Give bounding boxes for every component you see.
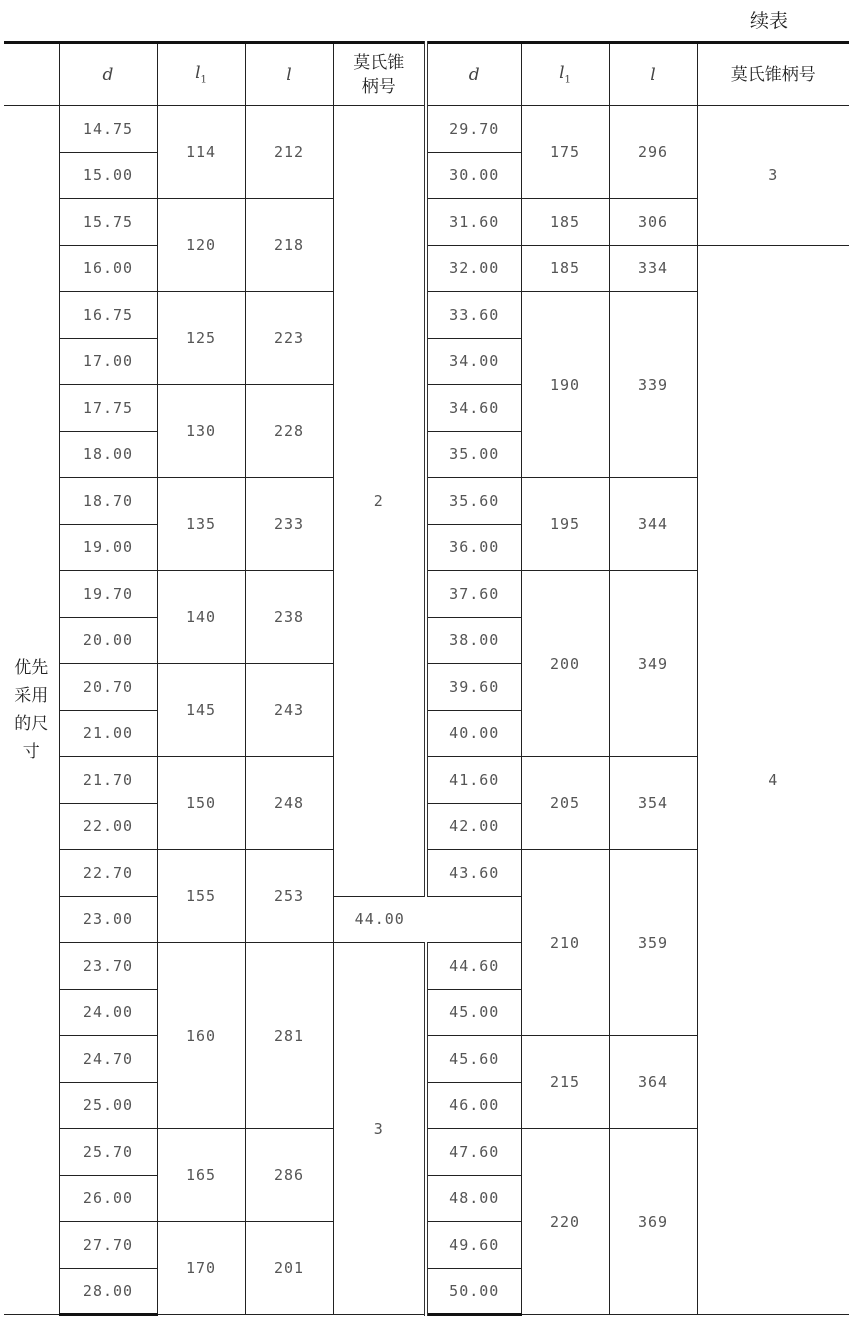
cell-l: 334: [609, 245, 697, 292]
header-l1-right: [521, 43, 609, 106]
cell-d: 45.60: [426, 1036, 521, 1083]
cell-l1: 205: [521, 757, 609, 850]
cell-l: 364: [609, 1036, 697, 1129]
cell-l: 369: [609, 1129, 697, 1315]
cell-d: 21.00: [59, 710, 157, 757]
cell-d: 42.00: [426, 803, 521, 850]
cell-l: 223: [245, 292, 333, 385]
cell-d: 40.00: [426, 710, 521, 757]
cell-l: 354: [609, 757, 697, 850]
cell-d: 35.60: [426, 478, 521, 525]
header-d-right: d: [426, 43, 521, 106]
cell-d: 48.00: [426, 1175, 521, 1222]
cell-d: 33.60: [426, 292, 521, 339]
cell-l1: 125: [157, 292, 245, 385]
cell-l1: 220: [521, 1129, 609, 1315]
cell-d: 24.00: [59, 989, 157, 1036]
header-blank: [4, 43, 59, 106]
cell-l: 296: [609, 106, 697, 199]
cell-d: 35.00: [426, 431, 521, 478]
header-taper-left: [333, 43, 426, 106]
cell-l1: 215: [521, 1036, 609, 1129]
cell-l1: 140: [157, 571, 245, 664]
cell-d: 17.00: [59, 338, 157, 385]
cell-d: 27.70: [59, 1222, 157, 1269]
cell-d: 38.00: [426, 617, 521, 664]
cell-taper: 4: [697, 245, 849, 1315]
table-row: [4, 245, 849, 292]
cell-l1: 185: [521, 245, 609, 292]
header-taper-left-line1: 莫氏锥: [353, 52, 405, 73]
cell-d: 47.60: [426, 1129, 521, 1176]
cell-d: 22.70: [59, 850, 157, 897]
cell-l1: 135: [157, 478, 245, 571]
cell-d: 30.00: [426, 152, 521, 199]
cell-d: 49.60: [426, 1222, 521, 1269]
cell-d: 17.75: [59, 385, 157, 432]
cell-d: 45.00: [426, 989, 521, 1036]
cell-d: 31.60: [426, 199, 521, 246]
cell-d: 23.70: [59, 943, 157, 990]
cell-d: 50.00: [426, 1268, 521, 1315]
cell-l1: 130: [157, 385, 245, 478]
header-l-left: l: [245, 43, 333, 106]
cell-l1: 195: [521, 478, 609, 571]
side-label-line: 采用: [14, 686, 49, 706]
table-row: [4, 106, 849, 153]
cell-l: 281: [245, 943, 333, 1129]
cell-d: 14.75: [59, 106, 157, 153]
cell-d: 20.70: [59, 664, 157, 711]
header-l1-base: l: [559, 63, 565, 84]
cell-l1: 200: [521, 571, 609, 757]
header-l1-sub: 1: [564, 74, 571, 86]
cell-d: 44.60: [426, 943, 521, 990]
cell-d: 18.00: [59, 431, 157, 478]
cell-taper: 3: [697, 106, 849, 246]
drill-dimension-table: [4, 41, 849, 1316]
cell-l: 344: [609, 478, 697, 571]
header-taper-left-line2: 柄号: [361, 76, 396, 97]
cell-l1: 150: [157, 757, 245, 850]
header-d-left: d: [59, 43, 157, 106]
cell-d: 15.00: [59, 152, 157, 199]
cell-l: 248: [245, 757, 333, 850]
cell-d: 16.75: [59, 292, 157, 339]
cell-l: 218: [245, 199, 333, 292]
cell-l: 339: [609, 292, 697, 478]
cell-d: 18.70: [59, 478, 157, 525]
cell-l1: 170: [157, 1222, 245, 1315]
cell-l1: 120: [157, 199, 245, 292]
cell-d: 28.00: [59, 1268, 157, 1315]
cell-d: 29.70: [426, 106, 521, 153]
header-taper-right: 莫氏锥柄号: [697, 43, 849, 106]
cell-taper: 2: [333, 106, 426, 897]
cell-l: 201: [245, 1222, 333, 1315]
cell-l: 228: [245, 385, 333, 478]
cell-d: 22.00: [59, 803, 157, 850]
cell-d: 15.75: [59, 199, 157, 246]
cell-l1: 185: [521, 199, 609, 246]
header-l1-left: [157, 43, 245, 106]
cell-d: 46.00: [426, 1082, 521, 1129]
cell-l1: 190: [521, 292, 609, 478]
cell-l1: 114: [157, 106, 245, 199]
cell-l: 286: [245, 1129, 333, 1222]
cell-d: 24.70: [59, 1036, 157, 1083]
cell-d: 32.00: [426, 245, 521, 292]
cell-l: 243: [245, 664, 333, 757]
header-row: [4, 43, 849, 106]
header-l1-base: l: [195, 63, 201, 84]
cell-l1: 145: [157, 664, 245, 757]
cell-d: 44.00: [333, 896, 426, 943]
side-label-line: 寸: [22, 742, 40, 762]
cell-l: 359: [609, 850, 697, 1036]
cell-d: 34.60: [426, 385, 521, 432]
header-l1-sub: 1: [200, 74, 207, 86]
cell-l1: 165: [157, 1129, 245, 1222]
side-label-line: 优先: [14, 658, 49, 678]
cell-d: 25.70: [59, 1129, 157, 1176]
cell-d: 39.60: [426, 664, 521, 711]
cell-l: 253: [245, 850, 333, 943]
cell-d: 23.00: [59, 896, 157, 943]
cell-d: 19.70: [59, 571, 157, 618]
cell-d: 25.00: [59, 1082, 157, 1129]
cell-l1: 210: [521, 850, 609, 1036]
cell-l1: 160: [157, 943, 245, 1129]
table-caption: 续表: [750, 10, 789, 32]
cell-l: 306: [609, 199, 697, 246]
cell-d: 36.00: [426, 524, 521, 571]
cell-l1: 175: [521, 106, 609, 199]
cell-d: 37.60: [426, 571, 521, 618]
cell-d: 16.00: [59, 245, 157, 292]
side-label: [4, 106, 59, 1315]
cell-l: 238: [245, 571, 333, 664]
cell-d: 34.00: [426, 338, 521, 385]
cell-l: 349: [609, 571, 697, 757]
cell-d: 41.60: [426, 757, 521, 804]
cell-d: 43.60: [426, 850, 521, 897]
side-label-line: 的尺: [14, 714, 49, 734]
cell-l: 233: [245, 478, 333, 571]
cell-d: 19.00: [59, 524, 157, 571]
cell-d: 21.70: [59, 757, 157, 804]
cell-l: 212: [245, 106, 333, 199]
cell-d: 20.00: [59, 617, 157, 664]
cell-taper: 3: [333, 943, 426, 1315]
header-l-right: l: [609, 43, 697, 106]
cell-l1: 155: [157, 850, 245, 943]
cell-d: 26.00: [59, 1175, 157, 1222]
